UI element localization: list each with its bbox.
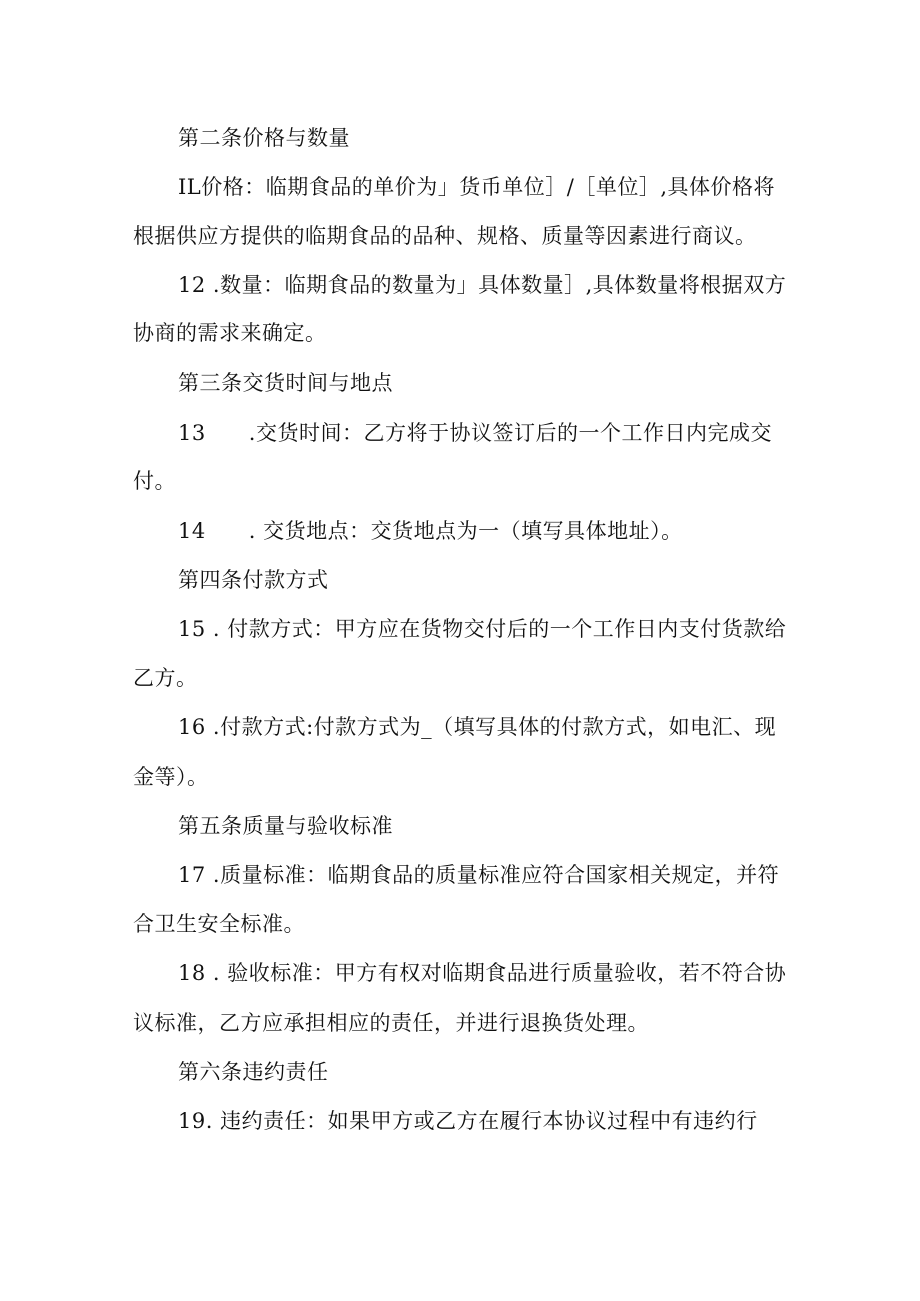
paragraph-line: 议标准，乙方应承担相应的责任，并进行退换货处理。 [133,1011,649,1035]
paragraph-line: 16 .付款方式:付款方式为_（填写具体的付款方式，如电汇、现 [178,715,777,739]
paragraph-line: 付。 [133,469,176,493]
paragraph-line: 协商的需求来确定。 [133,321,327,345]
paragraph-line: 根据供应方提供的临期食品的品种、规格、质量等因素进行商议。 [133,224,757,248]
paragraph-line: 合卫生安全标准。 [133,912,305,936]
paragraph-line: 15 . 付款方式：甲方应在货物交付后的一个工作日内支付货款给 [178,617,787,641]
section-heading-3: 第三条交货时间与地点 [178,371,393,395]
paragraph-line: 13 .交货时间：乙方将于协议签订后的一个工作日内完成交 [178,421,772,445]
paragraph-line: 乙方。 [133,666,198,690]
paragraph-line: 金等）。 [133,765,209,789]
section-heading-5: 第五条质量与验收标准 [178,814,393,838]
section-heading-2: 第二条价格与数量 [178,126,350,150]
section-heading-6: 第六条违约责任 [178,1060,329,1084]
paragraph-line: 17 .质量标准：临期食品的质量标准应符合国家相关规定，并符 [178,863,780,887]
section-heading-4: 第四条付款方式 [178,568,329,592]
paragraph-line: 14 . 交货地点：交货地点为一（填写具体地址）。 [178,519,683,543]
paragraph-line: 12 .数量：临期食品的数量为」具体数量］,具体数量将根据双方 [178,273,787,297]
paragraph-line: 18 . 验收标准：甲方有权对临期食品进行质量验收，若不符合协 [178,961,787,985]
paragraph-line: IL价格：临期食品的单价为」货币单位］/［单位］,具体价格将 [178,175,775,199]
paragraph-line: 19. 违约责任：如果甲方或乙方在履行本协议过程中有违约行 [178,1109,758,1133]
